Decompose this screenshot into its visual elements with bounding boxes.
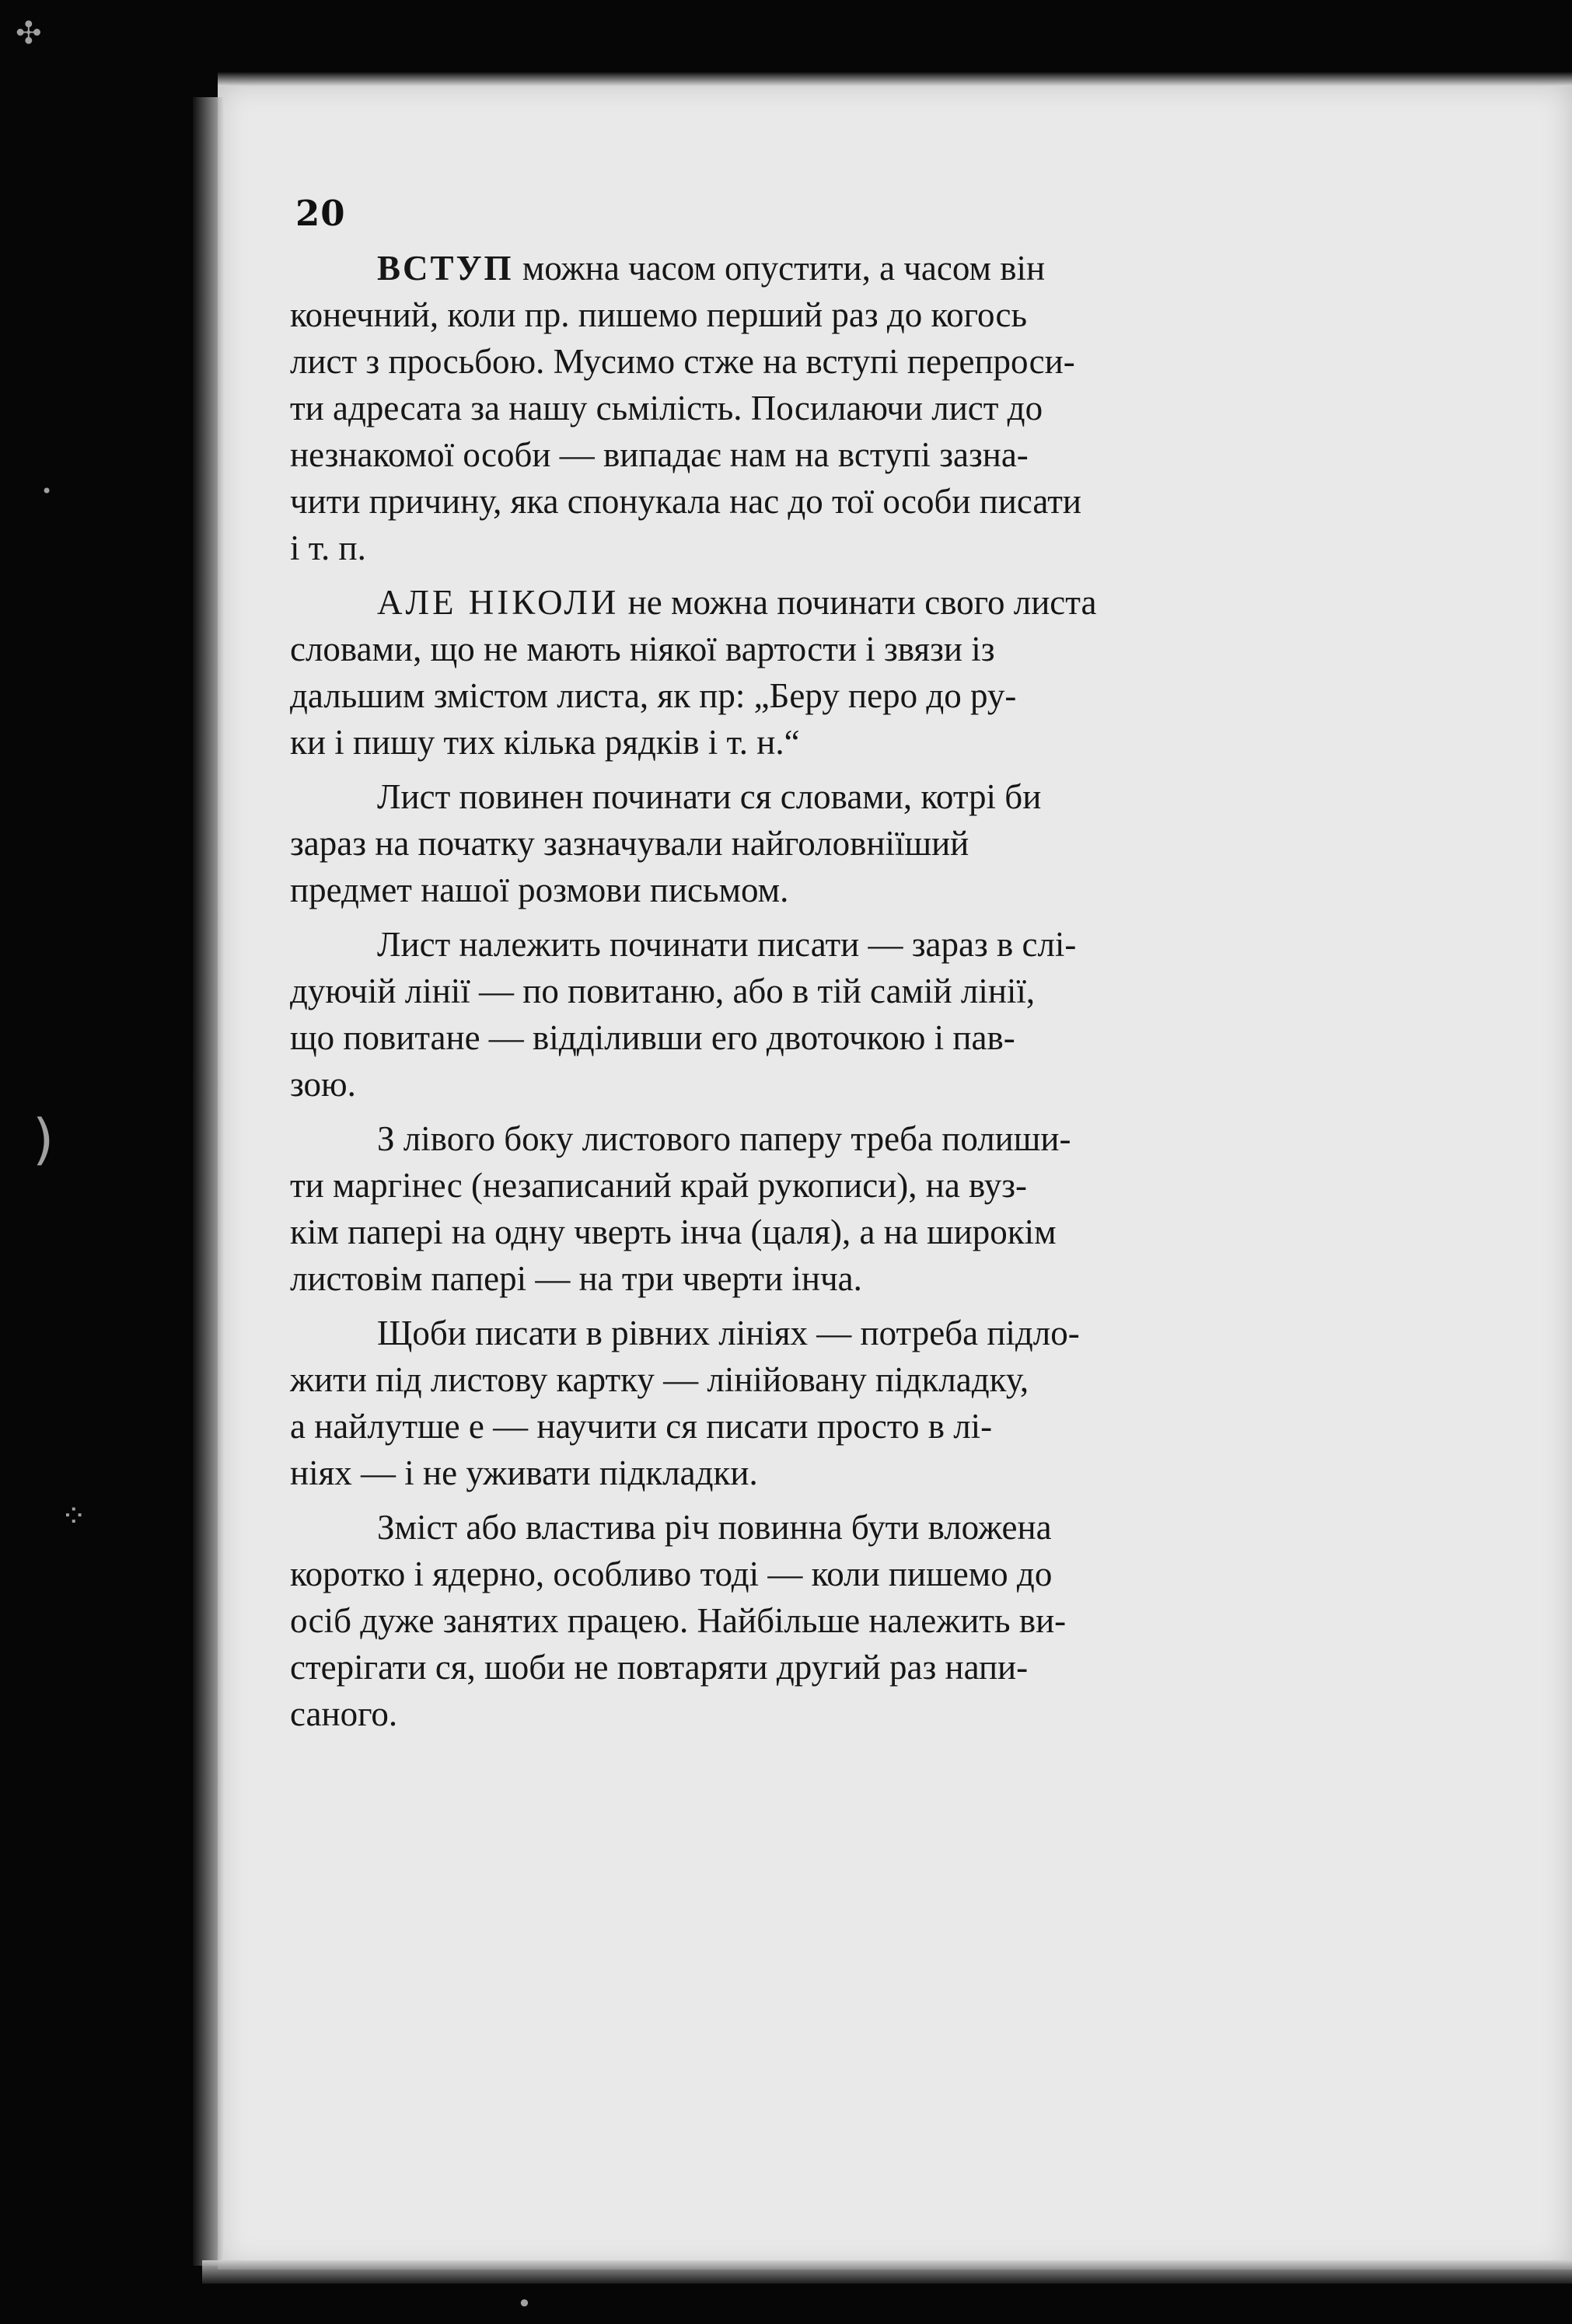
paragraph-introduction: [290, 245, 1343, 571]
paragraph-never-start: [290, 579, 1343, 766]
scan-dust-mark: ⁘: [61, 1499, 87, 1534]
page-text-block: [290, 245, 1343, 1739]
paragraph-margin: З лівого боку листового паперу треба полиши- ти маргінес (незаписаний край рукописи), на вуз- кім папері на одну чверть інча (цаля), а на широкім листовім папері — на три чверти інча.: [290, 1119, 1071, 1298]
scan-dust-mark: ✣: [16, 16, 42, 51]
scan-dust-mark: •: [517, 2289, 532, 2319]
paragraph-letter-opening: Лист повинен починати ся словами, котрі би зараз на початку зазначували найголовніїший предмет нашої розмови письмом.: [290, 777, 1042, 909]
scan-dust-mark: ): [33, 1108, 54, 1171]
paragraph-straight-lines: Щоби писати в рівних лініях — потреба підло- жити під листову картку — лінійовану підкладку, а найлутше е — научити ся писати просто в лі- ніях — і не уживати підкладки.: [290, 1314, 1080, 1492]
page-top-edge: [218, 72, 1572, 86]
paragraph-lead-never: АЛЕ НІКОЛИ: [377, 583, 620, 622]
page-number: 20: [295, 193, 346, 234]
page-left-edge: [193, 97, 224, 2266]
paragraph-writing-start: Лист належить починати писати — зараз в слі- дуючій лінії — по повитаню, або в тій самій лінії, що повитане — відділивши его двоточкою і пав- зою.: [290, 925, 1077, 1104]
scan-dust-mark: •: [41, 480, 53, 502]
paragraph-text-introduction: можна часом опустити, а часом він конечний, коли пр. пишемо перший раз до когось лист з просьбою. Мусимо стже на вступі перепроси- ти адресата за нашу сьмілість. Посилаючи лист до незнакомої особи — випадає нам на вступі зазна- чити причину, яка спонукала нас до тої особи писати і т. п.: [290, 249, 1081, 567]
paragraph-content: Зміст або властива річ повинна бути вложена коротко і ядерно, особливо тоді — коли пишемо до осіб дуже занятих працею. Найбільше належить ви- стерігати ся, шоби не повтаряти другий раз напи- саного.: [290, 1508, 1067, 1733]
page-bottom-edge: [202, 2260, 1572, 2284]
paragraph-text-never: не можна починати свого листа словами, що не мають ніякої вартости і звязи із дальшим змістом листа, як пр: „Беру перо до ру- ки і пишу тих кілька рядків і т. н.“: [290, 583, 1097, 762]
paragraph-lead-introduction: ВСТУП: [377, 249, 514, 288]
